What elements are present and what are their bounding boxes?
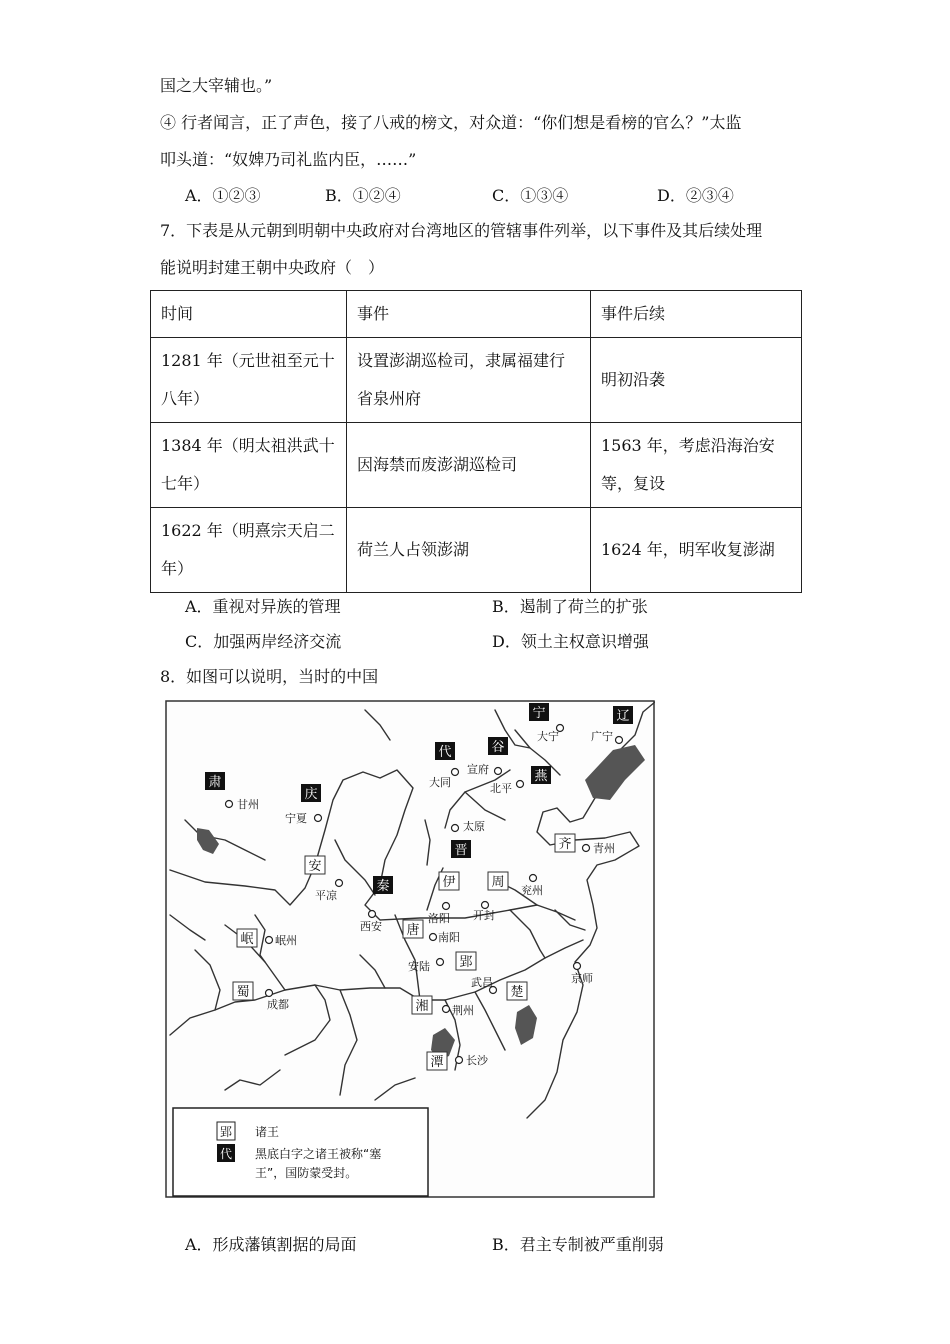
city-label-jingshi: 京师 xyxy=(571,972,593,985)
ming-princes-map xyxy=(165,700,655,1198)
city-label-qingzhou: 青州 xyxy=(593,842,615,855)
prince-marker-tan xyxy=(427,1052,447,1070)
q7-stem-line1: 7．下表是从元朝到明朝中央政府对台湾地区的管辖事件列举，以下事件及其后续处理 xyxy=(160,221,763,240)
city-label-taiyuan: 太原 xyxy=(463,820,485,833)
prince-marker-qi xyxy=(555,834,575,852)
svg-text:宁: 宁 xyxy=(532,706,546,721)
q6-item4-line1: ④ 行者闻言，正了声色，接了八戒的榜文，对众道：“你们想是看榜的官么？”太监 xyxy=(160,113,742,132)
city-dot-jingshi xyxy=(574,963,581,970)
table-cell-followup: 明初沿袭 xyxy=(591,338,802,423)
prince-marker-zhou xyxy=(488,872,508,890)
city-dot-anlu xyxy=(437,959,444,966)
table-cell-followup: 1563 年，考虑沿海治安 等，复设 xyxy=(591,423,802,508)
city-label-nanyang: 南阳 xyxy=(438,931,460,944)
svg-text:湘: 湘 xyxy=(415,999,429,1014)
svg-text:郢: 郢 xyxy=(459,955,473,970)
city-dot-xuanfu xyxy=(495,768,502,775)
city-label-wuchang: 武昌 xyxy=(471,976,493,989)
city-dot-xian xyxy=(369,911,376,918)
q7-option-a[interactable]: A．重视对异族的管理 xyxy=(185,597,341,616)
city-label-kaifeng: 开封 xyxy=(473,909,495,922)
prince-marker-yi xyxy=(439,872,459,890)
table-row xyxy=(151,423,802,508)
svg-text:齐: 齐 xyxy=(558,837,572,852)
city-label-luoyang: 洛阳 xyxy=(428,912,450,925)
prince-marker-tang xyxy=(403,920,423,938)
city-dot-minzhou xyxy=(266,937,273,944)
prince-marker-qing xyxy=(301,784,321,802)
city-dot-chengdu xyxy=(266,990,273,997)
city-dot-ganzhou xyxy=(226,801,233,808)
prince-marker-ning xyxy=(529,703,549,721)
city-label-minzhou: 岷州 xyxy=(275,934,297,947)
prince-marker-qin xyxy=(373,876,393,894)
svg-text:伊: 伊 xyxy=(442,875,456,890)
svg-text:代: 代 xyxy=(438,745,452,760)
city-label-jingzhou: 荆州 xyxy=(452,1004,474,1017)
svg-text:唐: 唐 xyxy=(406,923,420,938)
q8-stem: 8．如图可以说明，当时的中国 xyxy=(160,667,379,686)
table-cell-event: 因海禁而废澎湖巡检司 xyxy=(347,423,591,508)
table-cell-event: 设置澎湖巡检司，隶属福建行 省泉州府 xyxy=(347,338,591,423)
svg-text:肃: 肃 xyxy=(208,775,222,790)
q7-option-c[interactable]: C．加强两岸经济交流 xyxy=(185,632,342,651)
q7-option-b[interactable]: B．遏制了荷兰的扩张 xyxy=(492,597,648,616)
legend-sample-white: 郢 xyxy=(219,1125,233,1139)
city-label-anlu: 安陆 xyxy=(408,960,430,973)
q7-option-d[interactable]: D．领土主权意识增强 xyxy=(492,632,649,651)
svg-text:潭: 潭 xyxy=(430,1055,444,1070)
q6-option-c[interactable]: C．①③④ xyxy=(492,186,569,205)
table-cell-event: 荷兰人占领澎湖 xyxy=(347,508,591,593)
svg-text:安: 安 xyxy=(308,859,322,874)
table-cell-time: 1622 年（明熹宗天启二 年） xyxy=(151,508,347,593)
city-dot-pingliang xyxy=(336,880,343,887)
city-label-guangning: 广宁 xyxy=(591,730,613,743)
city-label-pingliang: 平凉 xyxy=(315,889,337,902)
table-cell-time: 1281 年（元世祖至元十 八年） xyxy=(151,338,347,423)
city-dot-ningxia xyxy=(315,815,322,822)
city-label-beiping: 北平 xyxy=(490,782,512,795)
prince-marker-gu xyxy=(488,737,508,755)
city-dot-changsha xyxy=(456,1057,463,1064)
prince-marker-min xyxy=(237,929,257,947)
q7-stem-line2: 能说明封建王朝中央政府（ ） xyxy=(160,258,385,277)
q6-text-tail: 国之大宰辅也。” xyxy=(160,76,273,95)
city-dot-luoyang xyxy=(443,903,450,910)
svg-text:岷: 岷 xyxy=(240,932,254,947)
city-label-yanzhou: 兖州 xyxy=(521,884,543,897)
table-header-row xyxy=(151,291,802,338)
prince-marker-xiang xyxy=(412,996,432,1014)
prince-marker-dai xyxy=(435,742,455,760)
city-label-xian: 西安 xyxy=(360,920,382,933)
prince-marker-su xyxy=(205,772,225,790)
prince-marker-liao xyxy=(613,706,633,724)
city-label-datong: 大同 xyxy=(429,776,451,789)
city-label-changsha: 长沙 xyxy=(466,1054,488,1067)
city-dot-beiping xyxy=(517,781,524,788)
city-label-daning: 大宁 xyxy=(537,730,559,743)
prince-marker-yan xyxy=(531,766,551,784)
city-dot-nanyang xyxy=(430,934,437,941)
city-dot-jingzhou xyxy=(443,1006,450,1013)
prince-marker-e xyxy=(456,952,476,970)
q7-event-table xyxy=(150,290,802,593)
legend-note-line2: 王”，国防蒙受封。 xyxy=(255,1166,358,1180)
prince-marker-chu xyxy=(507,982,527,1000)
table-header-time: 时间 xyxy=(151,291,347,338)
table-row xyxy=(151,508,802,593)
q6-option-d[interactable]: D．②③④ xyxy=(657,186,734,205)
q6-option-a[interactable]: A．①②③ xyxy=(185,186,261,205)
table-header-followup: 事件后续 xyxy=(591,291,802,338)
table-header-event: 事件 xyxy=(347,291,591,338)
q6-item4-line2: 叩头道：“奴婢乃司礼监内臣，……” xyxy=(160,150,417,169)
map-legend xyxy=(173,1108,428,1196)
legend-note-line1: 黑底白字之诸王被称“塞 xyxy=(255,1147,382,1161)
svg-text:周: 周 xyxy=(491,875,505,890)
city-label-ganzhou: 甘州 xyxy=(237,798,259,811)
city-dot-yanzhou xyxy=(530,875,537,882)
svg-text:庆: 庆 xyxy=(304,787,318,802)
legend-title: 诸王 xyxy=(255,1125,280,1139)
city-label-chengdu: 成都 xyxy=(267,998,289,1011)
svg-text:蜀: 蜀 xyxy=(236,985,250,1000)
q8-option-b[interactable]: B．君主专制被严重削弱 xyxy=(492,1235,664,1254)
city-label-ningxia: 宁夏 xyxy=(285,812,307,825)
q8-option-a[interactable]: A．形成藩镇割据的局面 xyxy=(185,1235,357,1254)
q6-option-b[interactable]: B．①②④ xyxy=(325,186,401,205)
city-label-xuanfu: 宣府 xyxy=(467,763,489,776)
prince-marker-an xyxy=(305,856,325,874)
city-dot-kaifeng xyxy=(482,902,489,909)
prince-marker-jin xyxy=(451,840,471,858)
svg-text:燕: 燕 xyxy=(534,769,548,784)
svg-text:辽: 辽 xyxy=(616,709,630,724)
svg-text:楚: 楚 xyxy=(510,985,524,1000)
svg-text:谷: 谷 xyxy=(491,740,505,755)
city-dot-guangning xyxy=(616,737,623,744)
table-cell-followup: 1624 年，明军收复澎湖 xyxy=(591,508,802,593)
legend-sample-black: 代 xyxy=(219,1147,233,1161)
city-dot-qingzhou xyxy=(583,845,590,852)
city-dot-datong xyxy=(452,769,459,776)
table-cell-time: 1384 年（明太祖洪武十 七年） xyxy=(151,423,347,508)
city-dot-taiyuan xyxy=(452,825,459,832)
table-row xyxy=(151,338,802,423)
svg-text:晋: 晋 xyxy=(454,843,468,858)
prince-marker-shu xyxy=(233,982,253,1000)
svg-text:秦: 秦 xyxy=(376,879,390,894)
